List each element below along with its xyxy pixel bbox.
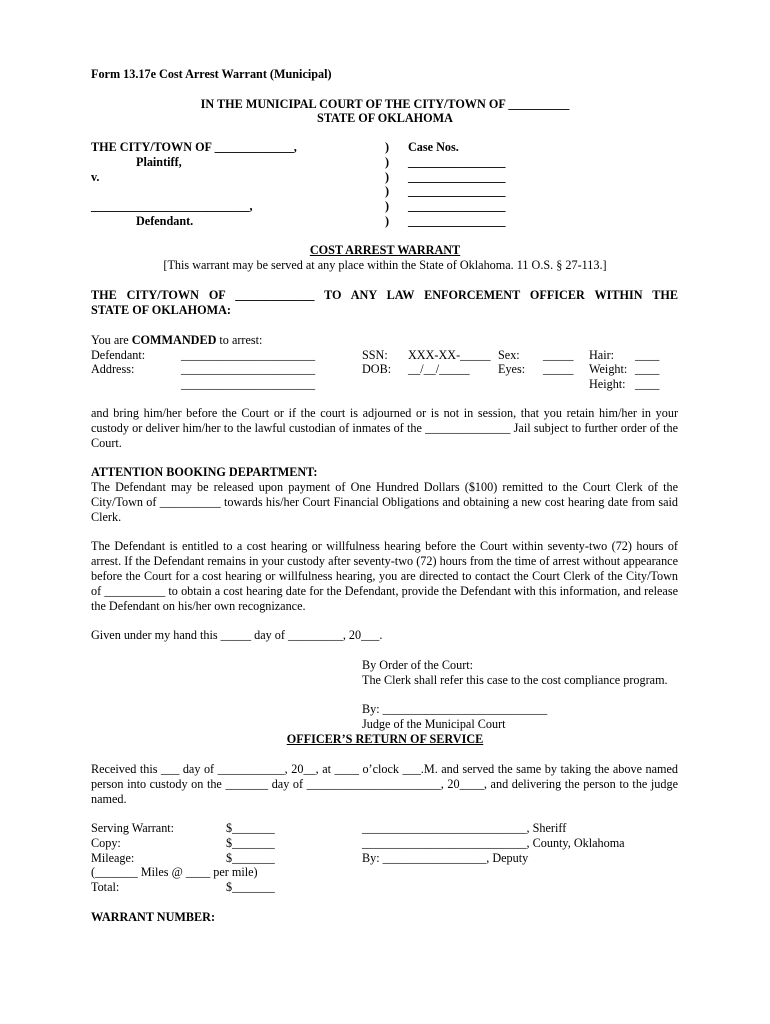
defendant-label: Defendant. — [136, 214, 194, 228]
state-heading: STATE OF OKLAHOMA — [317, 111, 453, 125]
judge-signature-line[interactable]: By: ___________________________ — [362, 702, 548, 716]
ssn-value[interactable]: XXX-XX-_____ — [408, 348, 491, 362]
mileage-label: Mileage: — [91, 851, 135, 865]
total-fee-blank[interactable]: $_______ — [226, 880, 275, 894]
caption-paren: ) — [385, 214, 390, 228]
case-nos-label: Case Nos. — [408, 140, 459, 154]
received-paragraph: Received this ___ day of ___________, 20__, at ____ o’clock ___.M. and served the same by taking the above named person into custody on the _______ day of ______________________, 20____, and delivering the person to the judge named. — [91, 762, 678, 806]
caption-paren: ) — [385, 184, 390, 198]
deputy-line[interactable]: By: _________________, Deputy — [362, 851, 529, 865]
eyes-label: Eyes: — [498, 362, 526, 376]
return-title: OFFICER’S RETURN OF SERVICE — [286, 732, 484, 746]
given-line: Given under my hand this _____ day of _________, 20___. — [91, 628, 383, 642]
commanded-pre: You are — [91, 333, 132, 347]
caption-paren: ) — [385, 199, 390, 213]
eyes-blank[interactable]: _____ — [543, 362, 574, 376]
defendant-blank: __________________________, — [91, 199, 253, 213]
caption-paren: ) — [385, 170, 390, 184]
plaintiff-label: Plaintiff, — [136, 155, 182, 169]
sex-label: Sex: — [498, 348, 520, 362]
court-heading: IN THE MUNICIPAL COURT OF THE CITY/TOWN OF __________ — [200, 97, 570, 111]
dob-value[interactable]: __/__/_____ — [408, 362, 470, 376]
commanded-line — [91, 333, 262, 348]
ssn-label: SSN: — [362, 348, 388, 362]
case-number-blank[interactable]: ________________ — [408, 199, 506, 213]
serving-fee-blank[interactable]: $_______ — [226, 821, 275, 835]
caption-paren: ) — [385, 140, 390, 154]
case-number-blank[interactable]: ________________ — [408, 155, 506, 169]
warrant-note: [This warrant may be served at any place within the State of Oklahoma. 11 O.S. § 27-113.] — [163, 258, 607, 272]
weight-blank[interactable]: ____ — [635, 362, 660, 376]
address-field-label: Address: — [91, 362, 135, 376]
county-line[interactable]: ___________________________, County, Oklahoma — [362, 836, 625, 850]
plaintiff-line: THE CITY/TOWN OF _____________, — [91, 140, 297, 154]
clerk-instruction: The Clerk shall refer this case to the cost compliance program. — [362, 673, 668, 687]
address-line-2: STATE OF OKLAHOMA: — [91, 303, 231, 317]
address-line: THE CITY/TOWN OF _____________ TO ANY LAW ENFORCEMENT OFFICER WITHIN THE — [91, 288, 678, 302]
mileage-fee-blank[interactable]: $_______ — [226, 851, 275, 865]
serving-label: Serving Warrant: — [91, 821, 175, 835]
commanded-bold: COMMANDED — [131, 333, 217, 347]
order-line: By Order of the Court: — [362, 658, 474, 672]
sheriff-line[interactable]: ___________________________, Sheriff — [362, 821, 567, 835]
total-label: Total: — [91, 880, 120, 894]
case-number-blank[interactable]: ________________ — [408, 170, 506, 184]
caption-paren: ) — [385, 155, 390, 169]
hearing-paragraph: The Defendant is entitled to a cost hearing or willfulness hearing before the Court within seventy-two (72) hours of arrest. If the Defendant remains in your custody after seventy-two (72) hours from the time of arrest without appearance before the Court for a cost hearing or willfulness hearing, you are directed to contact the Court Clerk of the City/Town of __________ to obtain a cost hearing date for the Defendant, provide the Defendant with this information, and release the Defendant on his/her own recognizance. — [91, 539, 678, 613]
judge-label: Judge of the Municipal Court — [362, 717, 506, 731]
warrant-number-label: WARRANT NUMBER: — [91, 910, 216, 924]
booking-paragraph: The Defendant may be released upon payment of One Hundred Dollars ($100) remitted to the Court Clerk of the City/Town of __________ towards his/her Court Financial Obligations and obtaining a new cost hearing date from said Clerk. — [91, 480, 678, 524]
warrant-title: COST ARREST WARRANT — [309, 243, 461, 257]
case-number-blank[interactable]: ________________ — [408, 184, 506, 198]
address-blank[interactable]: ______________________ — [181, 362, 316, 376]
dob-label: DOB: — [362, 362, 392, 376]
defendant-field-label: Defendant: — [91, 348, 146, 362]
sex-blank[interactable]: _____ — [543, 348, 574, 362]
form-title: Form 13.17e Cost Arrest Warrant (Municipal) — [91, 67, 332, 81]
case-number-blank[interactable]: ________________ — [408, 214, 506, 228]
height-blank[interactable]: ____ — [635, 377, 660, 391]
versus-label: v. — [91, 170, 100, 184]
defendant-name-blank[interactable]: ______________________ — [181, 348, 316, 362]
booking-heading: ATTENTION BOOKING DEPARTMENT: — [91, 465, 318, 479]
copy-label: Copy: — [91, 836, 121, 850]
height-label: Height: — [589, 377, 626, 391]
hair-label: Hair: — [589, 348, 615, 362]
bring-paragraph: and bring him/her before the Court or if the court is adjourned or is not in session, that you retain him/her in your custody or deliver him/her to the lawful custodian of inmates of the ______________ Jail subject to further order of the Court. — [91, 406, 678, 450]
commanded-post: to arrest: — [216, 333, 263, 347]
miles-line[interactable]: (_______ Miles @ ____ per mile) — [91, 865, 258, 879]
hair-blank[interactable]: ____ — [635, 348, 660, 362]
address-blank[interactable]: ______________________ — [181, 377, 316, 391]
weight-label: Weight: — [589, 362, 628, 376]
copy-fee-blank[interactable]: $_______ — [226, 836, 275, 850]
